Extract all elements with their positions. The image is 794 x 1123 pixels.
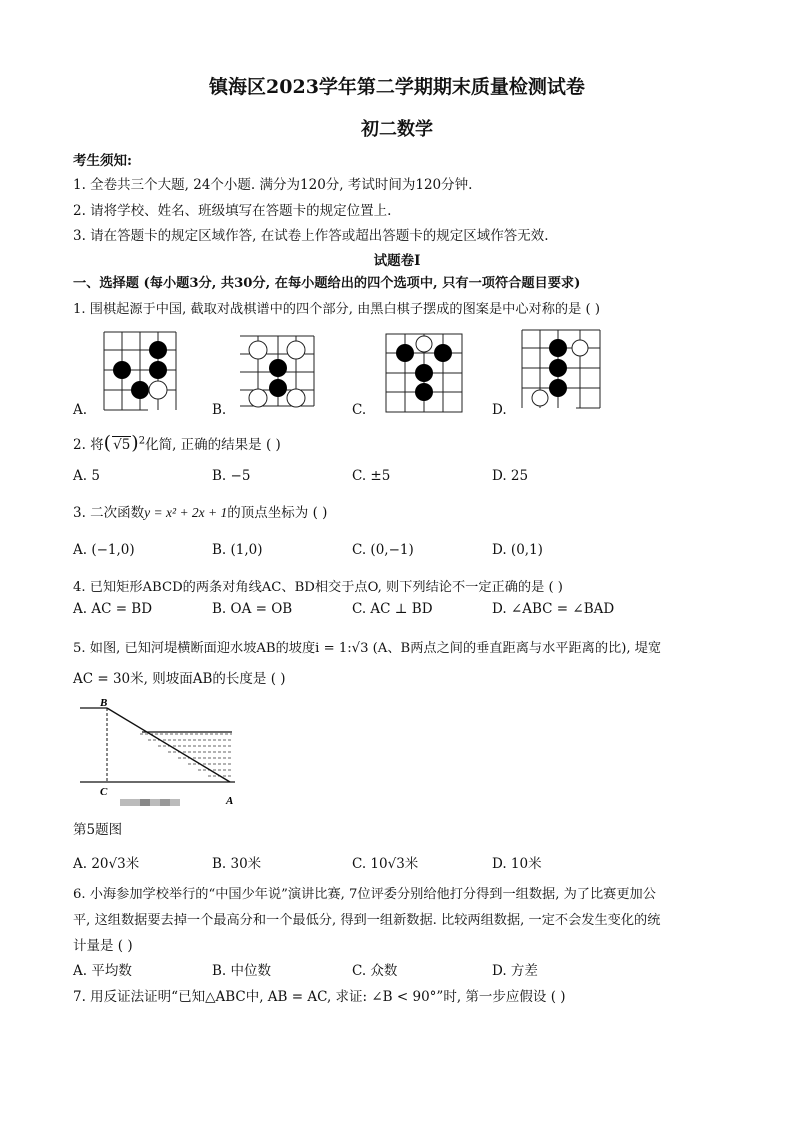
q1-option-c-label: C. xyxy=(352,402,367,418)
q3-prefix: 3. 二次函数 xyxy=(73,505,145,521)
page-subtitle: 初二数学 xyxy=(361,119,433,140)
q1-figure-b xyxy=(236,332,318,410)
q2-radicand: 5 xyxy=(121,437,131,453)
q1-figure-a xyxy=(100,328,180,413)
q4-option-c: C. AC ⊥ BD xyxy=(352,601,433,617)
q5-figure-caption: 第5题图 xyxy=(73,822,123,838)
q6-option-c: C. 众数 xyxy=(352,963,398,979)
q7-stem: 7. 用反证法证明“已知△ABC中, AB = AC, 求证: ∠B < 90°”时, 第一步应假设 ( ) xyxy=(73,989,566,1005)
q6-option-a: A. 平均数 xyxy=(73,963,132,979)
q2-suffix: 化简, 正确的结果是 ( ) xyxy=(145,437,281,453)
q1-stem: 1. 围棋起源于中国, 截取对战棋谱中的四个部分, 由黑白棋子摆成的图案是中心对称的是 ( ) xyxy=(73,302,600,317)
q3-option-d: D. (0,1) xyxy=(492,542,543,558)
q3-option-a: A. (−1,0) xyxy=(73,542,135,558)
q2-stem: 2. 将( √5)$^2$化简, 正确的结果是 ( ) xyxy=(73,432,281,454)
q3-suffix: 的顶点坐标为 ( ) xyxy=(227,505,328,521)
q1-option-b-label: B. xyxy=(212,402,227,418)
q6-option-d: D. 方差 xyxy=(492,963,538,979)
q5-stem-line2: AC = 30米, 则坡面AB的长度是 ( ) xyxy=(73,671,286,687)
q2-option-b: B. −5 xyxy=(212,468,251,484)
q5-stem-line1: 5. 如图, 已知河堤横断面迎水坡AB的坡度i = 1:√3 (A、B两点之间的垂直距离与水平距离的比), 堤宽 xyxy=(73,641,662,656)
q3-option-c: C. (0,−1) xyxy=(352,542,414,558)
notice-heading: 考生须知: xyxy=(73,153,132,169)
q5-label-c: C xyxy=(100,786,108,798)
section-heading: 一、选择题 (每小题3分, 共30分, 在每小题给出的四个选项中, 只有一项符合题目要求) xyxy=(73,276,581,291)
q5-option-b: B. 30米 xyxy=(212,856,262,872)
q3-option-b: B. (1,0) xyxy=(212,542,263,558)
q6-line-3: 计量是 ( ) xyxy=(73,938,133,954)
q5-option-c: C. 10√3米 xyxy=(352,856,419,872)
notice-item-2: 2. 请将学校、姓名、班级填写在答题卡的规定位置上. xyxy=(73,203,392,219)
q1-figure-c xyxy=(382,330,466,416)
q1-option-d-label: D. xyxy=(492,402,507,418)
q2-option-a: A. 5 xyxy=(73,468,100,484)
q4-option-d: D. ∠ABC = ∠BAD xyxy=(492,601,615,617)
q4-stem: 4. 已知矩形ABCD的两条对角线AC、BD相交于点O, 则下列结论不一定正确的是 ( ) xyxy=(73,580,563,595)
q6-line-1: 6. 小海参加学校举行的“中国少年说”演讲比赛, 7位评委分别给他打分得到一组数据, 为了比赛更加公 xyxy=(73,887,656,902)
q5-option-d: D. 10米 xyxy=(492,856,542,872)
q5-label-a: A xyxy=(226,795,234,807)
volume-heading: 试题卷Ⅰ xyxy=(373,253,421,269)
q5-option-a: A. 20√3米 xyxy=(73,856,140,872)
q1-option-a-label: A. xyxy=(73,402,88,418)
notice-item-1: 1. 全卷共三个大题, 24个小题. 满分为120分, 考试时间为120分钟. xyxy=(73,177,473,193)
page-title: 镇海区2023学年第二学期期末质量检测试卷 xyxy=(209,76,585,98)
q2-exp: 2 xyxy=(138,435,146,447)
notice-item-3: 3. 请在答题卡的规定区域作答, 在试卷上作答或超出答题卡的规定区域作答无效. xyxy=(73,228,549,244)
q5-figure xyxy=(80,694,246,808)
q2-prefix: 2. 将 xyxy=(73,437,104,453)
q2-option-d: D. 25 xyxy=(492,468,529,484)
q3-stem xyxy=(73,501,327,521)
q4-option-b: B. OA = OB xyxy=(212,601,293,617)
q6-line-2: 平, 这组数据要去掉一个最高分和一个最低分, 得到一组新数据. 比较两组数据, 一定不会发生变化的统 xyxy=(73,913,661,928)
q2-option-c: C. ±5 xyxy=(352,468,391,484)
q5-label-b: B xyxy=(100,697,108,709)
q3-formula: y = x² + 2x + 1 xyxy=(144,505,228,520)
q6-option-b: B. 中位数 xyxy=(212,963,272,979)
q4-option-a: A. AC = BD xyxy=(73,601,153,617)
q1-figure-d xyxy=(518,326,604,412)
